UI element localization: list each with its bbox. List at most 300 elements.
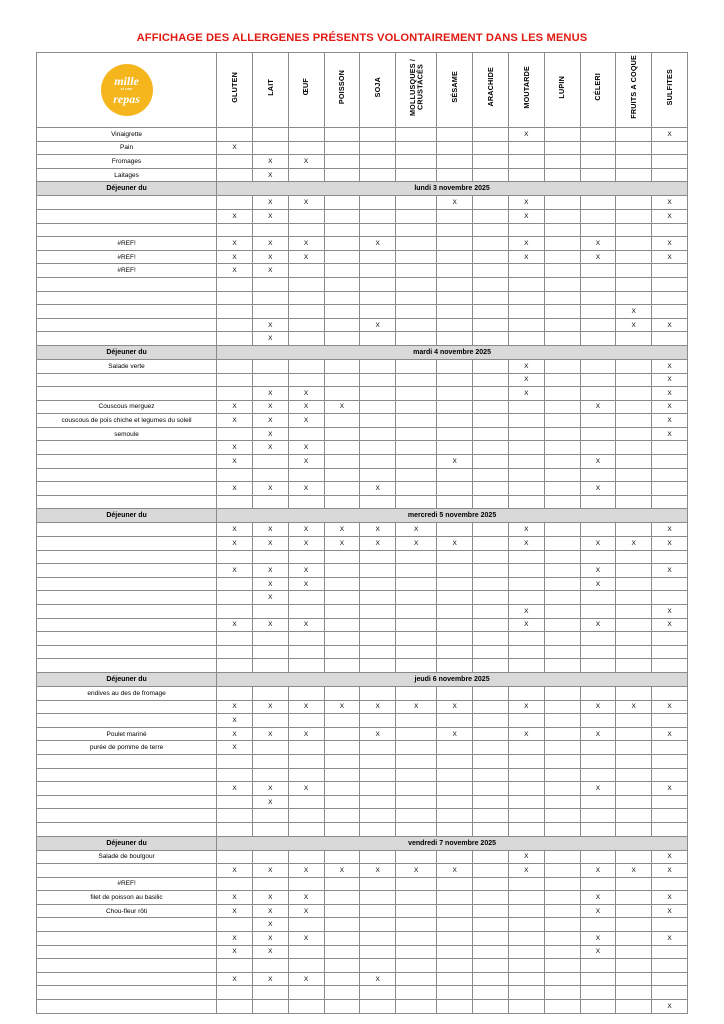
column-header-oeuf (288, 53, 324, 128)
allergen-cell (652, 768, 688, 782)
allergen-cell (544, 932, 580, 946)
table-row (37, 809, 688, 823)
allergen-cell (508, 972, 544, 986)
allergen-cell: X (396, 537, 437, 551)
dish-label (37, 618, 217, 632)
allergen-cell (544, 645, 580, 659)
allergen-cell: X (580, 618, 616, 632)
allergen-cell (616, 727, 652, 741)
allergen-cell (616, 782, 652, 796)
allergen-cell (288, 305, 324, 319)
allergen-cell (616, 237, 652, 251)
allergen-cell (437, 932, 473, 946)
allergen-cell (396, 155, 437, 169)
allergen-cell (437, 223, 473, 237)
table-row (37, 495, 688, 509)
day-separator-row (37, 672, 688, 686)
column-header-label: POISSON (337, 69, 347, 105)
allergen-cell (396, 822, 437, 836)
allergen-cell (616, 605, 652, 619)
table-row (37, 768, 688, 782)
allergen-cell (580, 264, 616, 278)
allergen-cell (508, 918, 544, 932)
dish-label (37, 441, 217, 455)
allergen-cell (508, 577, 544, 591)
allergen-cell (544, 768, 580, 782)
allergen-cell: X (217, 932, 253, 946)
allergen-cell (360, 795, 396, 809)
allergen-cell (616, 141, 652, 155)
table-row (37, 427, 688, 441)
allergen-cell (324, 714, 360, 728)
allergen-cell: X (217, 741, 253, 755)
allergen-cell (288, 822, 324, 836)
column-header-label: SÉSAME (449, 71, 459, 103)
allergen-cell: X (508, 237, 544, 251)
allergen-cell (324, 332, 360, 346)
allergen-cell: X (652, 414, 688, 428)
table-row (37, 291, 688, 305)
table-row (37, 850, 688, 864)
dish-label (37, 591, 217, 605)
allergen-cell (217, 223, 253, 237)
allergen-cell: X (508, 250, 544, 264)
allergen-cell (217, 577, 253, 591)
allergen-cell (437, 795, 473, 809)
dish-label (37, 768, 217, 782)
allergen-cell (616, 795, 652, 809)
allergen-cell (473, 577, 509, 591)
column-header-label: CÉLERI (593, 73, 603, 101)
allergen-cell (508, 318, 544, 332)
allergen-cell (652, 495, 688, 509)
table-row (37, 822, 688, 836)
allergen-cell (544, 277, 580, 291)
allergen-cell (544, 237, 580, 251)
allergen-cell (580, 714, 616, 728)
allergen-cell (252, 359, 288, 373)
table-row (37, 795, 688, 809)
allergen-cell (544, 441, 580, 455)
allergen-cell: X (652, 196, 688, 210)
allergen-cell (360, 414, 396, 428)
table-row (37, 168, 688, 182)
allergen-cell (616, 618, 652, 632)
allergen-cell (324, 577, 360, 591)
allergen-cell (324, 441, 360, 455)
allergen-cell: X (252, 196, 288, 210)
allergen-cell (473, 700, 509, 714)
allergen-cell (217, 318, 253, 332)
table-row (37, 264, 688, 278)
allergen-cell (544, 727, 580, 741)
allergen-cell: X (288, 455, 324, 469)
allergen-cell (616, 250, 652, 264)
day-date: jeudi 6 novembre 2025 (217, 672, 688, 686)
allergen-cell (217, 959, 253, 973)
allergen-cell (396, 972, 437, 986)
allergen-cell (360, 782, 396, 796)
dish-label (37, 605, 217, 619)
allergen-cell (360, 591, 396, 605)
allergen-cell: X (217, 714, 253, 728)
table-row (37, 537, 688, 551)
dish-label (37, 1000, 217, 1014)
allergen-cell (544, 332, 580, 346)
table-row (37, 564, 688, 578)
allergen-cell (360, 359, 396, 373)
dish-label (37, 277, 217, 291)
allergen-cell (360, 250, 396, 264)
allergen-cell (473, 482, 509, 496)
allergen-cell (396, 468, 437, 482)
allergen-cell: X (508, 209, 544, 223)
allergen-cell (437, 918, 473, 932)
allergen-cell (616, 632, 652, 646)
dish-label (37, 455, 217, 469)
allergen-cell: X (217, 782, 253, 796)
allergen-cell (252, 741, 288, 755)
allergen-cell (508, 891, 544, 905)
allergen-cell (288, 550, 324, 564)
allergen-cell (288, 591, 324, 605)
allergen-cell (652, 795, 688, 809)
allergen-cell (288, 427, 324, 441)
allergen-cell (396, 605, 437, 619)
allergen-cell (473, 809, 509, 823)
allergen-cell (288, 141, 324, 155)
allergen-cell (544, 1000, 580, 1014)
allergen-cell (288, 128, 324, 142)
allergen-cell (580, 659, 616, 673)
allergen-cell (652, 714, 688, 728)
allergen-cell (396, 809, 437, 823)
allergen-cell: X (252, 155, 288, 169)
allergen-cell (396, 550, 437, 564)
allergen-cell (324, 591, 360, 605)
column-header-label: ŒUF (301, 78, 311, 96)
dish-label (37, 972, 217, 986)
column-header-label: ARACHIDE (485, 67, 495, 107)
allergen-cell (616, 904, 652, 918)
allergen-cell (544, 414, 580, 428)
allergen-cell (360, 264, 396, 278)
allergen-cell: X (288, 250, 324, 264)
allergen-cell (437, 741, 473, 755)
allergen-cell (473, 332, 509, 346)
allergen-cell (217, 877, 253, 891)
table-row (37, 128, 688, 142)
allergen-cell (396, 795, 437, 809)
allergen-cell: X (437, 700, 473, 714)
allergen-cell (616, 972, 652, 986)
allergen-cell (544, 495, 580, 509)
allergen-cell (508, 795, 544, 809)
allergen-cell: X (652, 727, 688, 741)
allergen-cell (324, 387, 360, 401)
allergen-cell (288, 659, 324, 673)
allergen-cell (217, 427, 253, 441)
allergen-cell (580, 305, 616, 319)
allergen-cell (616, 564, 652, 578)
dish-label (37, 318, 217, 332)
allergen-cell: X (288, 782, 324, 796)
allergen-cell (288, 291, 324, 305)
dish-label: Salade de boulgour (37, 850, 217, 864)
allergen-cell (288, 264, 324, 278)
dish-label (37, 945, 217, 959)
allergen-cell (508, 1000, 544, 1014)
allergen-cell (652, 659, 688, 673)
allergen-cell (252, 632, 288, 646)
allergen-cell (324, 741, 360, 755)
allergen-cell: X (508, 537, 544, 551)
table-row (37, 864, 688, 878)
allergen-cell (217, 645, 253, 659)
allergen-cell (652, 223, 688, 237)
dish-label: filet de poisson au basilic (37, 891, 217, 905)
allergen-cell (252, 605, 288, 619)
allergen-cell (652, 632, 688, 646)
allergen-cell (396, 727, 437, 741)
allergen-cell (473, 550, 509, 564)
allergen-cell (396, 482, 437, 496)
allergen-cell (288, 168, 324, 182)
allergen-cell (652, 754, 688, 768)
day-label: Déjeuner du (37, 509, 217, 523)
allergen-cell: X (616, 318, 652, 332)
allergen-cell (437, 972, 473, 986)
allergen-cell (652, 305, 688, 319)
allergen-cell (544, 809, 580, 823)
allergen-cell (324, 168, 360, 182)
allergen-cell (360, 305, 396, 319)
allergen-cell (473, 373, 509, 387)
allergen-cell (473, 591, 509, 605)
allergen-cell: X (217, 727, 253, 741)
allergen-cell (360, 427, 396, 441)
allergen-cell (324, 809, 360, 823)
allergen-cell (508, 291, 544, 305)
allergen-cell (580, 822, 616, 836)
allergen-cell (396, 400, 437, 414)
allergen-cell (396, 318, 437, 332)
allergen-cell (324, 986, 360, 1000)
allergen-cell (616, 441, 652, 455)
allergen-cell (652, 877, 688, 891)
allergen-cell (252, 495, 288, 509)
allergen-cell (616, 332, 652, 346)
dish-label (37, 482, 217, 496)
allergen-cell (437, 264, 473, 278)
allergen-cell (288, 332, 324, 346)
table-row (37, 318, 688, 332)
allergen-cell (437, 891, 473, 905)
allergen-cell (544, 972, 580, 986)
table-row (37, 918, 688, 932)
allergen-cell: X (652, 618, 688, 632)
allergen-cell: X (217, 400, 253, 414)
allergen-cell (616, 741, 652, 755)
allergen-cell: X (360, 537, 396, 551)
day-separator-row (37, 509, 688, 523)
allergen-cell (288, 754, 324, 768)
allergen-cell (360, 645, 396, 659)
allergen-cell (360, 168, 396, 182)
allergen-cell (252, 768, 288, 782)
table-row (37, 305, 688, 319)
allergen-cell (217, 1000, 253, 1014)
allergen-cell (437, 523, 473, 537)
allergen-cell (360, 1000, 396, 1014)
allergen-cell (508, 932, 544, 946)
dish-label (37, 291, 217, 305)
day-separator-row (37, 836, 688, 850)
dish-label: couscous de pois chiche et legumes du soleil (37, 414, 217, 428)
allergen-cell: X (652, 523, 688, 537)
allergen-cell (473, 441, 509, 455)
allergen-cell (616, 414, 652, 428)
allergen-cell (616, 959, 652, 973)
column-header-fruits-a-coque (616, 53, 652, 128)
allergen-cell (616, 932, 652, 946)
allergen-cell (473, 128, 509, 142)
allergen-cell (616, 645, 652, 659)
allergen-cell: X (288, 537, 324, 551)
allergen-cell (396, 277, 437, 291)
allergen-cell (652, 155, 688, 169)
allergen-cell: X (437, 196, 473, 210)
allergen-cell (616, 128, 652, 142)
allergen-cell: X (288, 387, 324, 401)
allergen-cell (544, 782, 580, 796)
dish-label: #REF! (37, 237, 217, 251)
column-header-label: MOLLUSQUES / CRUSTACÉS (407, 58, 425, 116)
allergen-cell (544, 537, 580, 551)
column-header-label: GLUTEN (229, 71, 239, 103)
column-header-label: LUPIN (557, 75, 567, 99)
allergen-cell (544, 877, 580, 891)
allergen-cell (360, 877, 396, 891)
dish-label: Vinaigrette (37, 128, 217, 142)
allergen-cell: X (508, 618, 544, 632)
page-title: AFFICHAGE DES ALLERGENES PRÉSENTS VOLONTAIREMENT DANS LES MENUS (136, 32, 588, 44)
dish-label (37, 632, 217, 646)
allergen-cell (324, 155, 360, 169)
allergen-cell (360, 986, 396, 1000)
allergen-cell (324, 1000, 360, 1014)
allergen-cell: X (217, 237, 253, 251)
allergen-cell (508, 441, 544, 455)
allergen-cell (396, 250, 437, 264)
allergen-cell (437, 645, 473, 659)
allergen-cell (360, 196, 396, 210)
allergen-cell (580, 359, 616, 373)
allergen-cell (396, 850, 437, 864)
allergen-cell: X (396, 864, 437, 878)
allergen-cell (217, 632, 253, 646)
allergen-cell (217, 659, 253, 673)
allergen-cell: X (580, 455, 616, 469)
allergen-cell: X (252, 795, 288, 809)
allergen-cell (616, 482, 652, 496)
allergen-cell (437, 659, 473, 673)
allergen-cell (396, 387, 437, 401)
allergen-cell (288, 645, 324, 659)
allergen-cell (616, 686, 652, 700)
allergen-cell (580, 986, 616, 1000)
allergen-cell: X (437, 727, 473, 741)
allergen-cell: X (252, 414, 288, 428)
allergen-cell (324, 495, 360, 509)
allergen-cell (288, 632, 324, 646)
allergen-cell (437, 822, 473, 836)
allergen-cell (437, 128, 473, 142)
allergen-cell (396, 359, 437, 373)
table-row (37, 550, 688, 564)
allergen-cell (580, 155, 616, 169)
allergen-cell (508, 686, 544, 700)
allergen-cell (360, 468, 396, 482)
allergen-cell (252, 223, 288, 237)
allergen-cell (580, 168, 616, 182)
allergen-cell (580, 414, 616, 428)
allergen-cell (360, 387, 396, 401)
table-row (37, 441, 688, 455)
allergen-cell (508, 141, 544, 155)
allergen-cell: X (580, 782, 616, 796)
allergen-cell (288, 318, 324, 332)
allergen-cell (360, 918, 396, 932)
allergen-cell (508, 632, 544, 646)
allergen-cell (508, 986, 544, 1000)
allergen-cell (437, 986, 473, 1000)
column-header-label: MOUTARDE (521, 65, 531, 109)
allergen-cell (288, 877, 324, 891)
dish-label (37, 387, 217, 401)
allergen-cell: X (580, 904, 616, 918)
allergen-cell (324, 605, 360, 619)
allergen-cell (396, 932, 437, 946)
allergen-cell: X (652, 427, 688, 441)
column-header-label: FRUITS A COQUE (628, 55, 638, 119)
allergen-cell (580, 686, 616, 700)
allergen-cell (616, 877, 652, 891)
allergen-cell: X (252, 700, 288, 714)
allergen-cell (616, 291, 652, 305)
column-header-soja (360, 53, 396, 128)
allergen-cell: X (580, 577, 616, 591)
allergen-cell (544, 427, 580, 441)
allergen-cell: X (252, 168, 288, 182)
allergen-cell: X (508, 373, 544, 387)
allergen-cell (473, 250, 509, 264)
allergen-cell: X (360, 318, 396, 332)
dish-label (37, 495, 217, 509)
table-row (37, 972, 688, 986)
allergen-cell: X (288, 891, 324, 905)
allergen-cell: X (580, 482, 616, 496)
allergen-cell (396, 945, 437, 959)
allergen-cell (580, 196, 616, 210)
allergen-cell (288, 945, 324, 959)
allergen-cell (473, 714, 509, 728)
allergen-cell (437, 332, 473, 346)
allergen-cell: X (396, 700, 437, 714)
allergen-cell (508, 332, 544, 346)
allergen-cell (508, 822, 544, 836)
allergen-cell: X (252, 891, 288, 905)
